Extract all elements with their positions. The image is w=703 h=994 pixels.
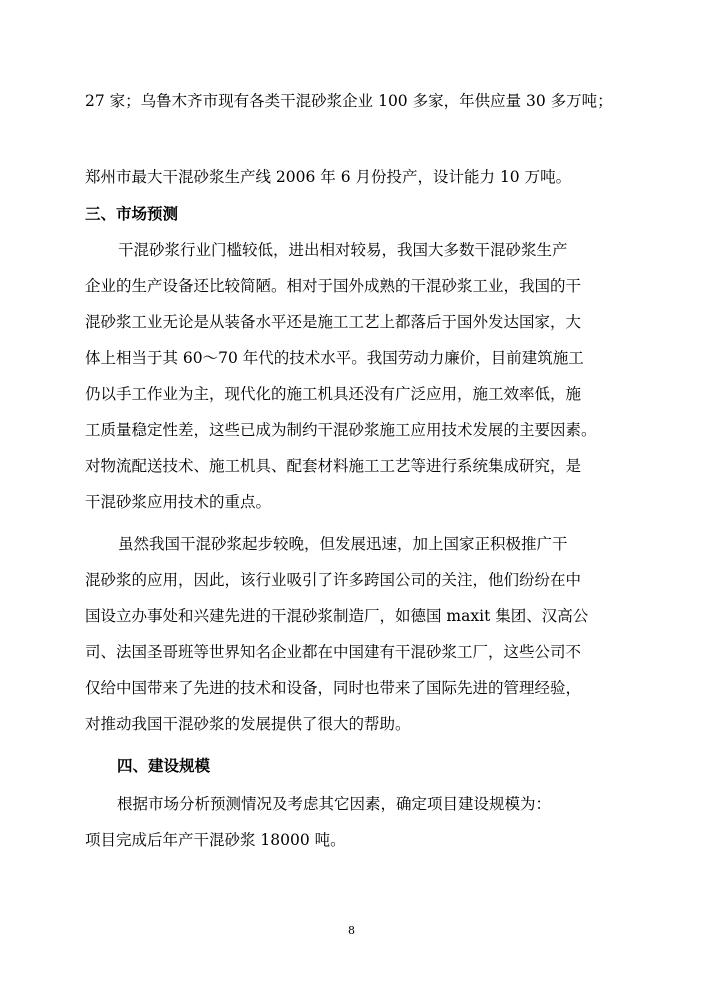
section-heading-market-forecast: 三、市场预测 bbox=[85, 204, 179, 223]
section-heading-construction-scale: 四、建设规模 bbox=[117, 756, 211, 775]
text-line: 27 家；乌鲁木齐市现有各类干混砂浆企业 100 多家，年供应量 30 多万吨； bbox=[85, 92, 613, 110]
text-line: 国设立办事处和兴建先进的干混砂浆制造厂，如德国 maxit 集团、汉高公 bbox=[85, 607, 589, 625]
text-line: 仍以手工作业为主，现代化的施工机具还没有广泛应用，施工效率低，施 bbox=[85, 385, 582, 403]
text-line: 工质量稳定性差，这些已成为制约干混砂浆施工应用技术发展的主要因素。 bbox=[85, 421, 597, 439]
text-line: 郑州市最大干混砂浆生产线 2006 年 6 月份投产，设计能力 10 万吨。 bbox=[85, 168, 572, 186]
text-line: 仅给中国带来了先进的技术和设备，同时也带来了国际先进的管理经验， bbox=[85, 679, 582, 697]
text-line: 混砂浆的应用，因此，该行业吸引了许多跨国公司的关注，他们纷纷在中 bbox=[85, 571, 582, 589]
text-line: 司、法国圣哥班等世界知名企业都在中国建有干混砂浆工厂，这些公司不 bbox=[85, 643, 582, 661]
text-line: 项目完成后年产干混砂浆 18000 吨。 bbox=[85, 831, 346, 849]
text-line: 干混砂浆行业门槛较低，进出相对较易，我国大多数干混砂浆生产 bbox=[118, 241, 568, 259]
text-line: 体上相当于其 60～70 年代的技术水平。我国劳动力廉价，目前建筑施工 bbox=[85, 349, 584, 367]
text-line: 对物流配送技术、施工机具、配套材料施工工艺等进行系统集成研究，是 bbox=[85, 457, 582, 475]
text-line: 虽然我国干混砂浆起步较晚，但发展迅速，加上国家正积极推广干 bbox=[118, 535, 568, 553]
text-line: 混砂浆工业无论是从装备水平还是施工工艺上都落后于国外发达国家，大 bbox=[85, 313, 582, 331]
text-line: 企业的生产设备还比较简陋。相对于国外成熟的干混砂浆工业，我国的干 bbox=[85, 277, 582, 295]
text-line: 根据市场分析预测情况及考虑其它因素，确定项目建设规模为： bbox=[117, 795, 552, 813]
text-line: 干混砂浆应用技术的重点。 bbox=[85, 493, 272, 511]
page-number: 8 bbox=[348, 924, 355, 937]
text-line: 对推动我国干混砂浆的发展提供了很大的帮助。 bbox=[85, 715, 411, 733]
